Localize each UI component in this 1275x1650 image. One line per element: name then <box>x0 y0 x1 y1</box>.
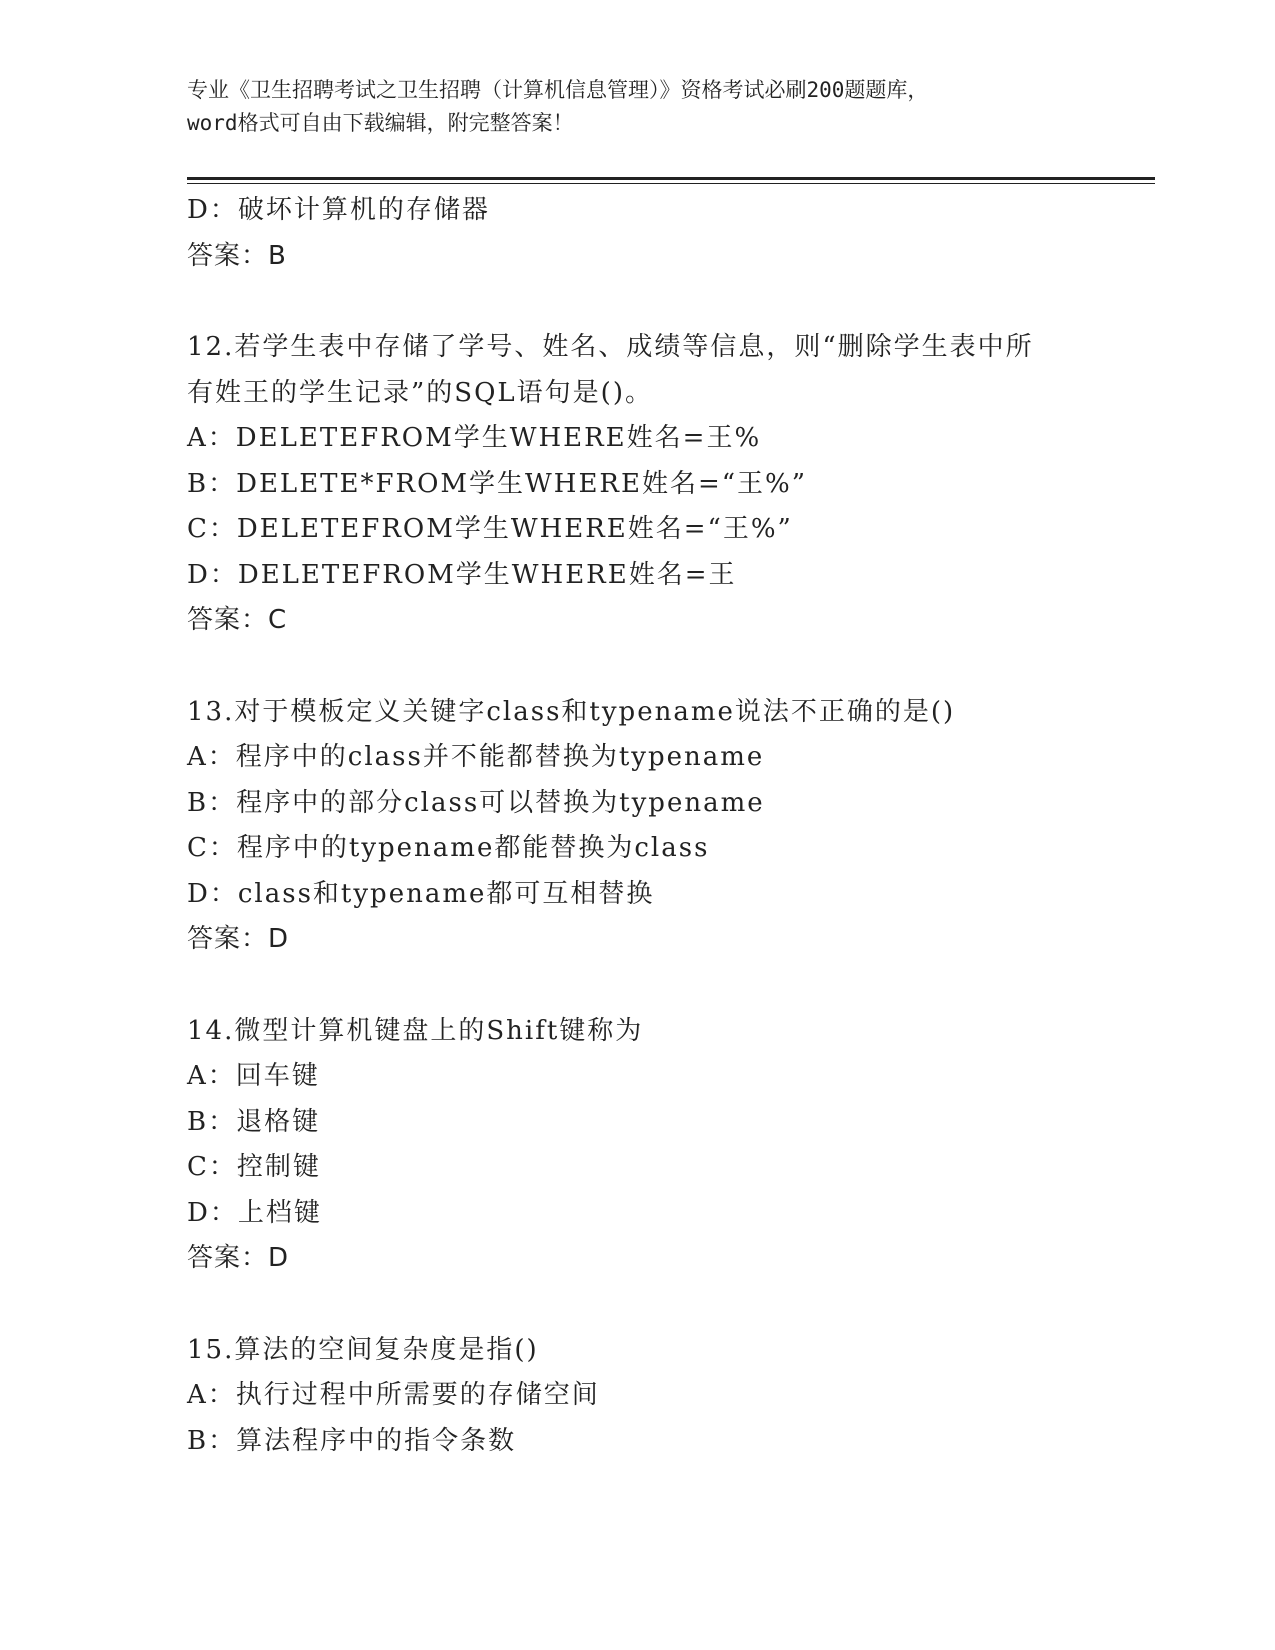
option-d: D：class和typename都可互相替换 <box>187 878 655 909</box>
option-b: B：算法程序中的指令条数 <box>187 1425 517 1456</box>
option-b: B：退格键 <box>187 1106 321 1137</box>
question-list <box>187 188 1087 1464</box>
question-gap <box>187 279 1087 325</box>
page-header <box>187 74 1087 140</box>
question-stem: 14.微型计算机键盘上的Shift键称为 <box>187 1015 644 1046</box>
question-stem-continued: 有姓王的学生记录”的SQL语句是()。 <box>187 377 653 408</box>
option-d: D：DELETEFROM学生WHERE姓名=王 <box>187 559 737 590</box>
header-title-line2: word格式可自由下载编辑，附完整答案！ <box>187 111 574 135</box>
question-gap <box>187 1282 1087 1328</box>
question-11-fragment <box>187 188 1087 279</box>
answer-line: 答案：C <box>187 605 288 635</box>
question-stem: 13.对于模板定义关键字class和typename说法不正确的是() <box>187 696 956 727</box>
option-a: A：回车键 <box>187 1061 320 1091</box>
option-d: D：上档键 <box>187 1197 322 1228</box>
option-b: B：程序中的部分class可以替换为typename <box>187 787 765 818</box>
option-a: A：DELETEFROM学生WHERE姓名=王% <box>187 423 762 453</box>
option-d: D：破坏计算机的存储器 <box>187 195 490 225</box>
question-stem: 12.若学生表中存储了学号、姓名、成绩等信息，则“删除学生表中所 <box>187 332 1034 362</box>
option-b: B：DELETE*FROM学生WHERE姓名=“王%” <box>187 468 808 499</box>
question-12 <box>187 325 1087 644</box>
answer-line: 答案：D <box>187 924 290 954</box>
header-rule-thick <box>187 177 1155 180</box>
question-gap <box>187 644 1087 690</box>
question-gap <box>187 963 1087 1009</box>
option-a: A：执行过程中所需要的存储空间 <box>187 1380 600 1410</box>
header-rule-thin <box>187 183 1155 184</box>
option-a: A：程序中的class并不能都替换为typename <box>187 742 765 772</box>
header-title-line1: 专业《卫生招聘考试之卫生招聘（计算机信息管理）》资格考试必刷200题题库， <box>187 78 929 102</box>
question-stem: 15.算法的空间复杂度是指() <box>187 1334 539 1365</box>
question-14 <box>187 1009 1087 1282</box>
option-c: C：控制键 <box>187 1152 321 1182</box>
answer-line: 答案：B <box>187 240 287 271</box>
question-15 <box>187 1328 1087 1465</box>
question-13 <box>187 690 1087 963</box>
answer-line: 答案：D <box>187 1243 290 1273</box>
option-c: C：程序中的typename都能替换为class <box>187 833 710 863</box>
option-c: C：DELETEFROM学生WHERE姓名=“王%” <box>187 514 793 544</box>
